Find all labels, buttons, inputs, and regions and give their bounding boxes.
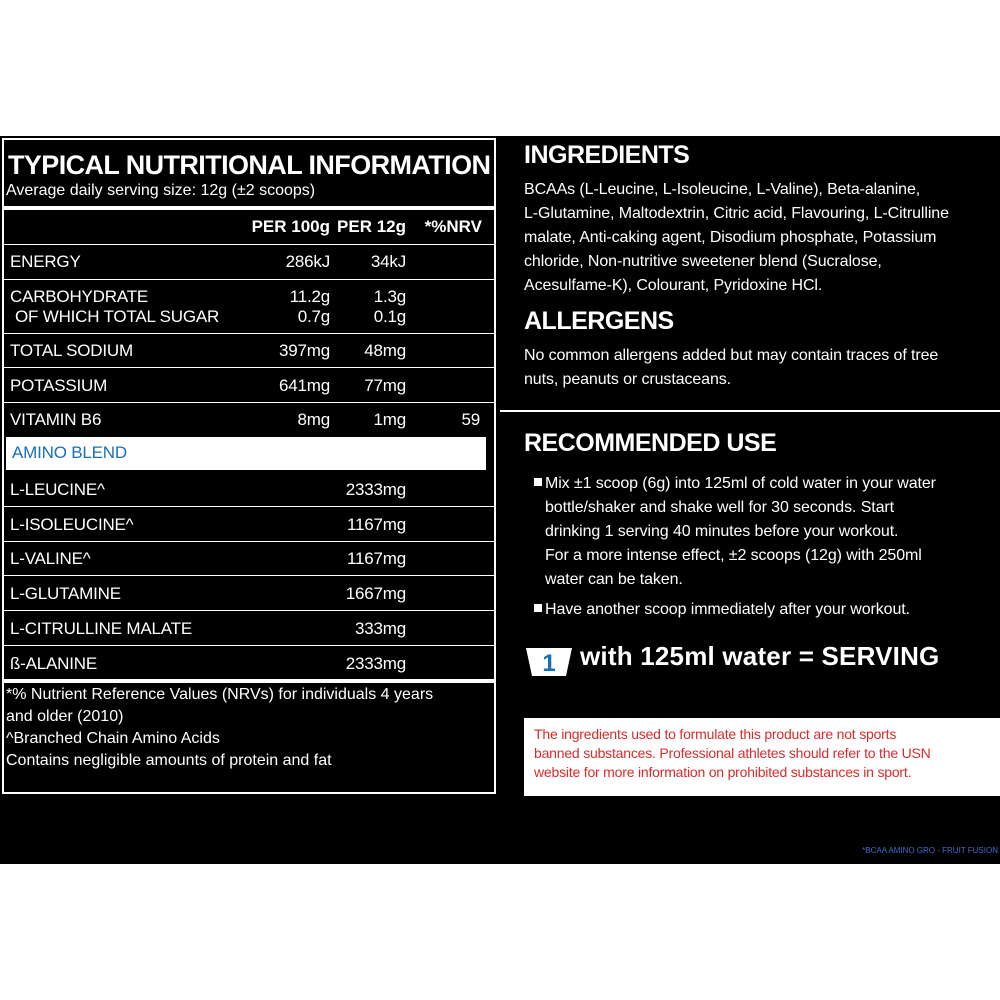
sugar-per12: 0.1g <box>373 307 406 326</box>
divider <box>4 367 494 368</box>
potassium-label: POTASSIUM <box>10 376 108 395</box>
energy-per100: 286kJ <box>285 252 330 271</box>
amino-blend-label: AMINO BLEND <box>12 443 127 462</box>
divider <box>4 279 494 280</box>
amino-glutamine-label: L-GLUTAMINE <box>10 584 121 603</box>
footnote-nrv: *% Nutrient Reference Values (NRVs) for individuals 4 years <box>6 686 434 703</box>
scoop-icon <box>526 648 572 676</box>
recommended-line: bottle/shaker and shake well for 30 seconds. Start <box>545 499 894 516</box>
footnote-protein-fat: Contains negligible amounts of protein and fat <box>6 752 332 769</box>
carbohydrate-label: CARBOHYDRATE <box>10 287 149 306</box>
scoop-icon-digit: 1 <box>542 650 556 676</box>
amino-blend-header <box>6 437 486 470</box>
vitamin-b6-per100: 8mg <box>297 410 330 429</box>
vitamin-b6-nrv: 59 <box>461 410 480 429</box>
ingredients-line: malate, Anti-caking agent, Disodium phosphate, Potassium <box>524 229 937 246</box>
amino-valine-value: 1167mg <box>347 549 406 568</box>
divider <box>4 610 494 611</box>
divider <box>4 679 494 683</box>
recommended-bullet-2 <box>534 598 910 622</box>
sodium-per12: 48mg <box>364 341 406 360</box>
amino-isoleucine-label: L-ISOLEUCINE^ <box>10 515 134 534</box>
allergens-line: nuts, peanuts or crustaceans. <box>524 371 731 388</box>
amino-citrulline-value: 333mg <box>355 619 406 638</box>
divider <box>4 402 494 403</box>
sodium-label: TOTAL SODIUM <box>10 341 133 360</box>
potassium-per12: 77mg <box>364 376 406 395</box>
column-per-100g: PER 100g <box>251 217 330 236</box>
bullet-square-icon <box>534 604 542 612</box>
ingredients-line: chloride, Non-nutritive sweetener blend (Sucralose, <box>524 253 882 270</box>
label-background <box>0 136 1000 864</box>
energy-per12: 34kJ <box>370 252 406 271</box>
footnote-bcaa: ^Branched Chain Amino Acids <box>6 730 220 747</box>
divider <box>500 410 1000 412</box>
allergens-title: ALLERGENS <box>524 307 674 335</box>
divider <box>4 645 494 646</box>
nutrition-title: TYPICAL NUTRITIONAL INFORMATION <box>8 150 491 180</box>
warning-text: The ingredients used to formulate this product are not sports banned substances. Professional athletes should refer to the USN website for more information on prohibited substances in sport. <box>534 726 931 780</box>
warning-box <box>524 718 1000 796</box>
divider <box>4 506 494 507</box>
energy-label: ENERGY <box>10 252 81 271</box>
vitamin-b6-label: VITAMIN B6 <box>10 410 102 429</box>
recommended-line: Mix ±1 scoop (6g) into 125ml of cold water in your water <box>545 475 936 492</box>
carbohydrate-per12: 1.3g <box>373 287 406 306</box>
amino-alanine-value: 2333mg <box>345 654 406 673</box>
sodium-per100: 397mg <box>279 341 330 360</box>
divider <box>4 244 494 245</box>
ingredients-title: INGREDIENTS <box>524 141 690 169</box>
ingredients-line: Acesulfame-K), Colourant, Pyridoxine HCl. <box>524 277 823 294</box>
divider <box>4 333 494 334</box>
sugar-per100: 0.7g <box>297 307 330 326</box>
carbohydrate-per100: 11.2g <box>289 287 330 306</box>
serving-size: Average daily serving size: 12g (±2 scoops) <box>6 182 316 199</box>
allergens-line: No common allergens added but may contain traces of tree <box>524 347 939 364</box>
amino-leucine-value: 2333mg <box>345 480 406 499</box>
recommended-bullet-1 <box>534 472 936 496</box>
sugar-label: OF WHICH TOTAL SUGAR <box>15 307 220 326</box>
amino-citrulline-label: L-CITRULLINE MALATE <box>10 619 192 638</box>
recommended-line: For a more intense effect, ±2 scoops (12g) with 250ml <box>545 547 922 564</box>
column-nrv: *%NRV <box>424 217 482 236</box>
nutrition-panel <box>2 138 496 794</box>
recommended-line: drinking 1 serving 40 minutes before your workout. <box>545 523 899 540</box>
bullet-square-icon <box>534 478 542 486</box>
recommended-line: Have another scoop immediately after your workout. <box>545 601 910 618</box>
divider <box>4 206 494 210</box>
divider <box>4 575 494 576</box>
amino-isoleucine-value: 1167mg <box>347 515 406 534</box>
divider <box>4 541 494 542</box>
vitamin-b6-per12: 1mg <box>373 410 406 429</box>
amino-alanine-label: ß-ALANINE <box>10 654 97 673</box>
serving-banner-text: with 125ml water = SERVING <box>580 641 940 671</box>
recommended-line: water can be taken. <box>545 571 683 588</box>
potassium-per100: 641mg <box>279 376 330 395</box>
right-panel <box>500 136 1000 796</box>
ingredients-line: BCAAs (L-Leucine, L-Isoleucine, L-Valine), Beta-alanine, <box>524 181 921 198</box>
footnote-nrv-cont: and older (2010) <box>6 708 124 725</box>
amino-glutamine-value: 1667mg <box>345 584 406 603</box>
amino-valine-label: L-VALINE^ <box>10 549 91 568</box>
recommended-use-title: RECOMMENDED USE <box>524 429 777 457</box>
column-per-12g: PER 12g <box>337 217 406 236</box>
amino-leucine-label: L-LEUCINE^ <box>10 480 105 499</box>
product-code: *BCAA AMINO GRO - FRUIT FUSION <box>862 846 998 855</box>
ingredients-line: L-Glutamine, Maltodextrin, Citric acid, Flavouring, L-Citrulline <box>524 205 949 222</box>
